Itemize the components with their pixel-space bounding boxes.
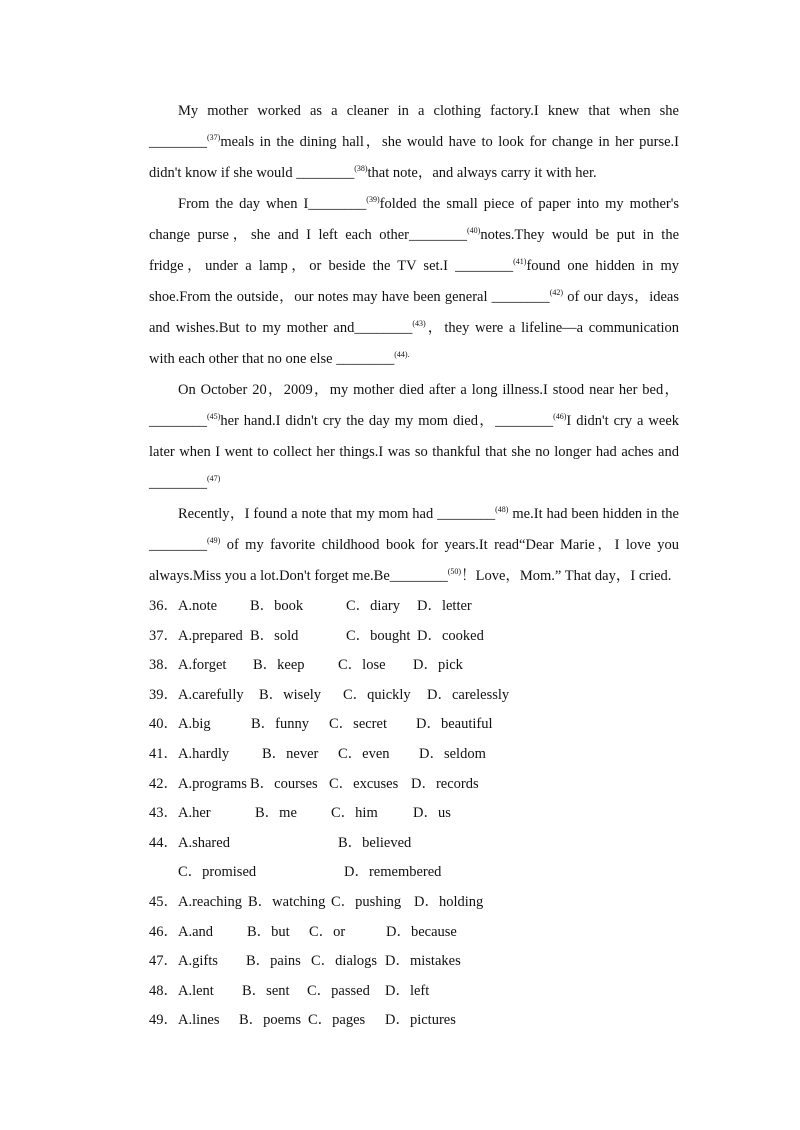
passage-text: My mother worked as a cleaner in a clothing factory.I knew that when she ________ xyxy=(149,103,683,150)
question-number: 44． xyxy=(149,834,178,851)
question-number: 47． xyxy=(149,953,178,970)
question-number: 41． xyxy=(149,745,178,762)
answer-option: B．poems xyxy=(239,1012,302,1029)
blank-number: (50) xyxy=(447,567,462,576)
passage-text: me.It had been hidden in the ________ xyxy=(149,506,683,553)
answer-option: B．never xyxy=(262,745,319,762)
answer-option: D．mistakes xyxy=(385,953,461,970)
blank-number: (41) xyxy=(513,257,527,266)
blank-number: (48) xyxy=(495,505,509,514)
blank-number: (47) xyxy=(207,474,221,483)
answer-option: A.carefully xyxy=(178,686,244,703)
passage-text: meals in the dining hall，she would have to look for change in her purse.I didn't know if she would ________ xyxy=(149,134,683,181)
answer-option: C．diary xyxy=(346,598,400,614)
answer-option: A.her xyxy=(178,805,211,822)
answer-option: C．pages xyxy=(308,1012,366,1029)
answer-option: D．left xyxy=(385,982,430,999)
answer-option: B．courses xyxy=(250,775,318,792)
answer-option: D．carelessly xyxy=(427,686,510,703)
passage-text: notes.They would be put in the fridge，under a lamp，or beside the TV set.I ________ xyxy=(149,227,683,274)
blank-number: (40) xyxy=(467,226,481,235)
blank-number: (49) xyxy=(207,536,221,545)
answer-option: D．cooked xyxy=(417,627,484,644)
answer-option: D．seldom xyxy=(419,745,486,762)
question-row xyxy=(149,858,679,888)
answer-option: A.programs xyxy=(178,775,247,792)
question-number: 48． xyxy=(149,982,178,999)
answer-option: A.shared xyxy=(178,834,230,851)
answer-option: B．me xyxy=(255,805,297,822)
answer-option: C．pushing xyxy=(331,893,402,910)
answer-options xyxy=(149,592,679,1036)
answer-option: B．keep xyxy=(253,657,305,674)
answer-option: A.note xyxy=(178,598,218,614)
answer-option: C．bought xyxy=(346,627,411,644)
answer-option: D．holding xyxy=(414,893,484,910)
answer-option: A.and xyxy=(178,923,214,940)
passage-text: From the day when I________ xyxy=(178,196,367,212)
question-row xyxy=(149,799,679,829)
answer-option: B．believed xyxy=(338,834,412,851)
answer-option: B．but xyxy=(247,923,290,940)
question-row xyxy=(149,592,679,622)
answer-option: D．beautiful xyxy=(416,716,493,733)
blank-number: (43) xyxy=(412,319,426,328)
passage-text: On October 20，2009，my mother died after a long illness.I stood near her bed，________ xyxy=(149,382,679,429)
answer-option: A.reaching xyxy=(178,893,243,910)
passage-text: folded the small piece of paper into my mother's change purse，she and I left each other________ xyxy=(149,196,683,243)
worksheet-page xyxy=(149,96,683,1036)
blank-number: (37) xyxy=(207,133,221,142)
answer-option: A.forget xyxy=(178,657,227,674)
blank-number: (38) xyxy=(354,164,368,173)
passage-text: ！Love，Mom.” That day，I cried. xyxy=(461,568,672,584)
passage-text: of my favorite childhood book for years.It read“Dear Marie，I love you always.Miss you a lot.Don't forget me.Be________ xyxy=(149,537,683,584)
question-row xyxy=(149,947,679,977)
blank-number: (42) xyxy=(549,288,564,297)
passage-text: I didn't cry a week later when I went to collect her things.I was so thankful that she no longer had aches and ________ xyxy=(149,413,683,491)
answer-option: A.big xyxy=(178,716,211,733)
answer-option: D．letter xyxy=(417,598,472,614)
answer-option: D．records xyxy=(411,775,479,792)
passage-text: Recently，I found a note that my mom had ________ xyxy=(178,506,496,522)
passage-paragraph xyxy=(149,499,683,592)
question-row xyxy=(149,770,679,800)
answer-option: C．him xyxy=(331,805,378,822)
answer-option: C．excuses xyxy=(329,775,399,792)
answer-option: D．because xyxy=(386,923,457,940)
answer-option: C．secret xyxy=(329,716,387,733)
passage-text: of our days，ideas and wishes.But to my mother and________ xyxy=(149,289,683,336)
answer-option: C．dialogs xyxy=(311,953,378,970)
question-number: 40． xyxy=(149,716,178,733)
answer-option: C．quickly xyxy=(343,686,411,703)
question-row xyxy=(149,651,679,681)
question-number: 43． xyxy=(149,805,178,822)
answer-option: B．sold xyxy=(250,627,299,644)
answer-option: D．pick xyxy=(413,657,463,674)
answer-option: A.hardly xyxy=(178,745,230,762)
answer-option: D．pictures xyxy=(385,1012,456,1029)
answer-option: C．lose xyxy=(338,657,386,674)
answer-option: A.lent xyxy=(178,982,214,999)
question-number: 42． xyxy=(149,775,178,792)
passage-text: her hand.I didn't cry the day my mom died，________ xyxy=(220,413,554,429)
answer-option: A.prepared xyxy=(178,627,243,644)
passage-paragraph xyxy=(149,96,683,189)
answer-option: B．book xyxy=(250,598,304,614)
passage-paragraph xyxy=(149,375,683,499)
answer-option: C．passed xyxy=(307,982,370,999)
question-row xyxy=(149,622,679,652)
question-number: 38． xyxy=(149,657,178,674)
blank-number: (45) xyxy=(207,412,221,421)
blank-number: (39) xyxy=(366,195,380,204)
question-number: 36． xyxy=(149,598,178,614)
question-row xyxy=(149,888,679,918)
passage-text: found one hidden in my shoe.From the outside，our notes may have been general ________ xyxy=(149,258,683,305)
question-number: 37． xyxy=(149,627,178,644)
answer-option: B．sent xyxy=(242,982,290,999)
question-row xyxy=(149,829,679,859)
answer-option: A.lines xyxy=(178,1012,220,1029)
answer-option: B．pains xyxy=(246,953,301,970)
answer-option: B．wisely xyxy=(259,686,322,703)
answer-option: B．watching xyxy=(248,893,326,910)
answer-option: A.gifts xyxy=(178,953,218,970)
question-number: 46． xyxy=(149,923,178,940)
question-row xyxy=(149,740,679,770)
answer-option: C．promised xyxy=(178,864,257,881)
question-number: 49． xyxy=(149,1012,178,1029)
question-row xyxy=(149,681,679,711)
question-row xyxy=(149,1006,679,1036)
question-number: 45． xyxy=(149,893,178,910)
question-row xyxy=(149,977,679,1007)
question-number: 39． xyxy=(149,686,178,703)
question-row xyxy=(149,918,679,948)
passage-paragraph xyxy=(149,189,683,375)
answer-option: D．us xyxy=(413,805,451,822)
passage-text: ，they were a lifeline—a communication with each other that no one else ________ xyxy=(149,320,683,367)
blank-number: (46) xyxy=(553,412,567,421)
answer-option: B．funny xyxy=(251,716,309,733)
answer-option: D．remembered xyxy=(344,864,442,881)
passage-text: that note，and always carry it with her. xyxy=(367,165,597,181)
answer-option: C．or xyxy=(309,923,346,940)
cloze-passage xyxy=(149,96,683,592)
answer-option: C．even xyxy=(338,745,390,762)
question-row xyxy=(149,710,679,740)
blank-number: (44). xyxy=(394,350,410,359)
